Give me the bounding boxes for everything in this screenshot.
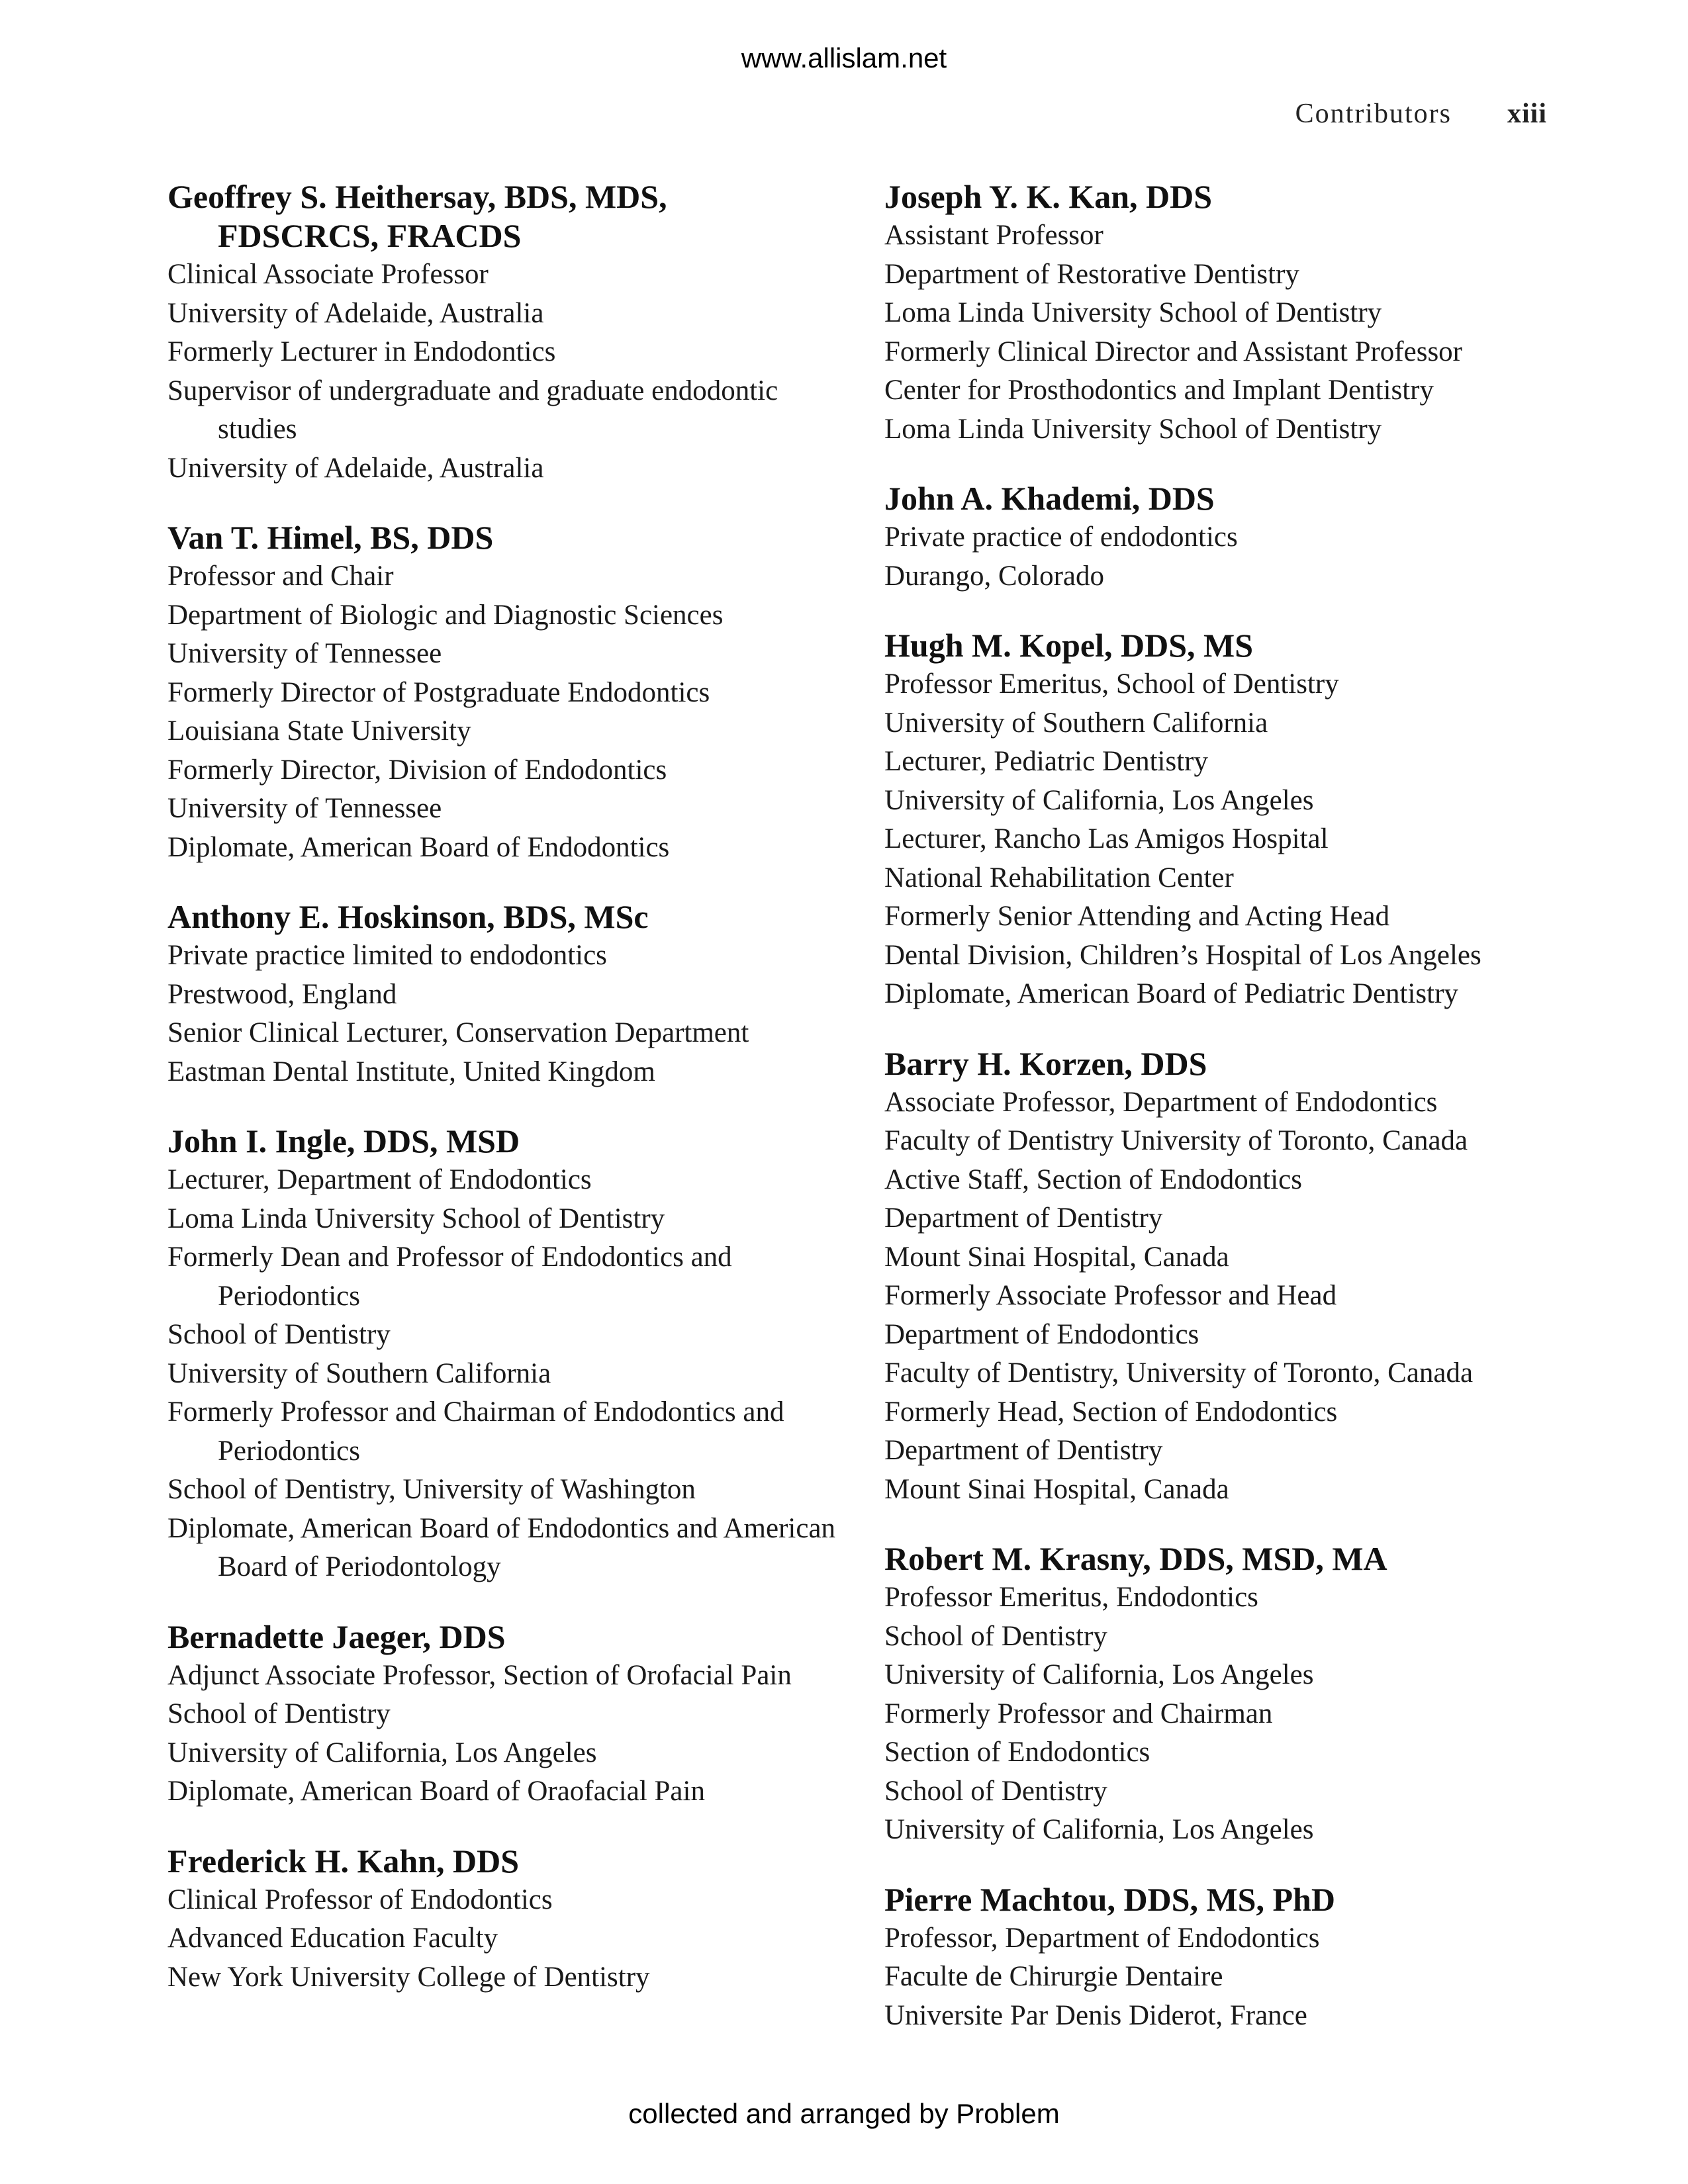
contributor-affiliation-line: New York University College of Dentistry xyxy=(167,1961,650,1993)
contributor-affiliation-line: Senior Clinical Lecturer, Conservation Department xyxy=(167,1017,749,1048)
contributor-affiliation-line: Faculty of Dentistry University of Toronto, Canada xyxy=(884,1125,1468,1156)
contributor-entry xyxy=(167,1617,836,1811)
contributor-affiliation-line: University of Southern California xyxy=(884,707,1268,739)
contributor-affiliation-line: University of Tennessee xyxy=(167,638,442,669)
contributor-entry xyxy=(167,518,836,867)
contributor-affiliation-line: Private practice limited to endodontics xyxy=(167,940,607,971)
contributor-affiliation-line: Associate Professor, Department of Endodontics xyxy=(884,1086,1438,1118)
contributor-affiliation-line: Active Staff, Section of Endodontics xyxy=(884,1163,1302,1195)
contributor-affiliation-line: Eastman Dental Institute, United Kingdom xyxy=(167,1056,655,1087)
contributor-affiliation-line: University of Tennessee xyxy=(167,793,442,824)
contributor-affiliation-line: Mount Sinai Hospital, Canada xyxy=(884,1473,1229,1505)
contributor-affiliation-line: Private practice of endodontics xyxy=(884,522,1238,553)
page-number: xiii xyxy=(1507,99,1547,129)
contributor-affiliation-line: Diplomate, American Board of Pediatric Dentistry xyxy=(884,978,1458,1009)
contributor-affiliation-line: School of Dentistry xyxy=(167,1698,391,1729)
contributor-affiliation-line: Durango, Colorado xyxy=(884,560,1104,592)
watermark-top: www.allislam.net xyxy=(741,42,947,73)
contributor-affiliation-line: Formerly Dean and Professor of Endodontics and Periodontics xyxy=(167,1242,732,1312)
contributor-name: Bernadette Jaeger, DDS xyxy=(167,1617,506,1655)
contributor-affiliation-line: School of Dentistry xyxy=(167,1319,391,1350)
contributor-affiliation-line: Diplomate, American Board of Oraofacial Pain xyxy=(167,1776,705,1807)
contributor-affiliation-line: Lecturer, Department of Endodontics xyxy=(167,1164,592,1195)
contributor-affiliation-line: Center for Prosthodontics and Implant Dentistry xyxy=(884,375,1434,406)
contributor-affiliation-line: University of Southern California xyxy=(167,1357,551,1389)
running-head xyxy=(1295,98,1547,130)
contributor-affiliation-line: Formerly Senior Attending and Acting Head xyxy=(884,901,1390,932)
running-head-section: Contributors xyxy=(1295,99,1452,129)
contributor-name: Hugh M. Kopel, DDS, MS xyxy=(884,627,1254,664)
contributor-name: John A. Khademi, DDS xyxy=(884,480,1215,517)
contributor-entry xyxy=(167,1122,836,1587)
contributor-affiliation-line: University of California, Los Angeles xyxy=(884,784,1314,816)
contributor-name: Van T. Himel, BS, DDS xyxy=(167,519,494,556)
contributor-entry xyxy=(167,897,836,1091)
contributor-affiliation-line: National Rehabilitation Center xyxy=(884,862,1234,893)
contributor-name: Barry H. Korzen, DDS xyxy=(884,1044,1207,1082)
contributor-affiliation-line: Formerly Associate Professor and Head xyxy=(884,1280,1337,1311)
contributor-name: Pierre Machtou, DDS, MS, PhD xyxy=(884,1880,1335,1918)
contributor-entry xyxy=(884,1539,1546,1850)
contributor-affiliation-line: Professor Emeritus, School of Dentistry xyxy=(884,668,1339,700)
contributor-affiliation-line: Prestwood, England xyxy=(167,978,397,1010)
contributor-affiliation-line: Formerly Lecturer in Endodontics xyxy=(167,336,556,367)
contributor-affiliation-line: School of Dentistry xyxy=(884,1775,1107,1807)
contributor-affiliation-line: Professor, Department of Endodontics xyxy=(884,1922,1320,1954)
contributor-affiliation-line: University of Adelaide, Australia xyxy=(167,297,544,329)
contributor-affiliation-line: Lecturer, Rancho Las Amigos Hospital xyxy=(884,823,1329,854)
contributor-affiliation-line: Department of Dentistry xyxy=(884,1203,1163,1234)
contributor-affiliation-line: Louisiana State University xyxy=(167,715,471,747)
contributor-affiliation-line: University of California, Los Angeles xyxy=(167,1737,597,1768)
contributor-entry xyxy=(884,479,1546,596)
contributor-affiliation-line: Clinical Associate Professor xyxy=(167,259,489,290)
contributors-right-column xyxy=(884,177,1546,2066)
contributor-affiliation-line: Advanced Education Faculty xyxy=(167,1923,498,1954)
contributor-entry xyxy=(884,1880,1546,2036)
contributor-affiliation-line: School of Dentistry, University of Washington xyxy=(167,1474,696,1505)
contributor-name: Frederick H. Kahn, DDS xyxy=(167,1842,520,1880)
contributor-affiliation-line: Loma Linda University School of Dentistry xyxy=(167,1203,665,1234)
contributor-affiliation-line: Loma Linda University School of Dentistry xyxy=(884,297,1382,328)
contributor-name: Joseph Y. K. Kan, DDS xyxy=(884,178,1213,215)
contributor-affiliation-line: Clinical Professor of Endodontics xyxy=(167,1884,553,1915)
contributor-affiliation-line: Formerly Professor and Chairman xyxy=(884,1698,1273,1729)
contributor-name: Geoffrey S. Heithersay, BDS, MDS, FDSCRCS, FRACDS xyxy=(167,178,667,254)
contributor-affiliation-line: Section of Endodontics xyxy=(884,1737,1150,1768)
watermark-bottom: collected and arranged by Problem xyxy=(628,2098,1060,2129)
contributor-affiliation-line: Diplomate, American Board of Endodontics and American Board of Periodontology xyxy=(167,1512,836,1582)
contributor-affiliation-line: Supervisor of undergraduate and graduate endodontic studies xyxy=(167,375,778,445)
contributor-affiliation-line: University of California, Los Angeles xyxy=(884,1814,1314,1845)
contributor-affiliation-line: Professor Emeritus, Endodontics xyxy=(884,1582,1258,1613)
contributor-affiliation-line: Formerly Head, Section of Endodontics xyxy=(884,1396,1338,1428)
contributor-affiliation-line: Formerly Clinical Director and Assistant Professor xyxy=(884,336,1462,367)
contributor-name: John I. Ingle, DDS, MSD xyxy=(167,1122,520,1160)
contributor-affiliation-line: Faculte de Chirurgie Dentaire xyxy=(884,1961,1223,1992)
contributor-affiliation-line: Assistant Professor xyxy=(884,220,1103,251)
contributor-affiliation-line: Department of Biologic and Diagnostic Sciences xyxy=(167,599,724,631)
contributor-affiliation-line: Faculty of Dentistry, University of Toronto, Canada xyxy=(884,1357,1474,1388)
contributor-affiliation-line: Professor and Chair xyxy=(167,561,394,592)
contributor-affiliation-line: University of California, Los Angeles xyxy=(884,1659,1314,1690)
contributor-affiliation-line: Lecturer, Pediatric Dentistry xyxy=(884,746,1208,777)
contributor-entry xyxy=(884,1044,1546,1510)
contributor-affiliation-line: Mount Sinai Hospital, Canada xyxy=(884,1241,1229,1273)
contributor-affiliation-line: Formerly Director of Postgraduate Endodontics xyxy=(167,676,710,708)
contributor-entry xyxy=(884,626,1546,1014)
contributor-affiliation-line: Department of Restorative Dentistry xyxy=(884,258,1299,290)
contributor-affiliation-line: Department of Endodontics xyxy=(884,1318,1199,1350)
contributor-entry xyxy=(167,177,836,488)
contributor-affiliation-line: Adjunct Associate Professor, Section of Orofacial Pain xyxy=(167,1659,792,1691)
contributor-entry xyxy=(884,177,1546,449)
contributor-name: Anthony E. Hoskinson, BDS, MSc xyxy=(167,898,649,935)
contributor-affiliation-line: School of Dentistry xyxy=(884,1620,1107,1652)
contributor-affiliation-line: Formerly Professor and Chairman of Endodontics and Periodontics xyxy=(167,1396,784,1467)
contributor-affiliation-line: Diplomate, American Board of Endodontics xyxy=(167,831,670,863)
contributor-name: Robert M. Krasny, DDS, MSD, MA xyxy=(884,1540,1387,1577)
contributor-affiliation-line: University of Adelaide, Australia xyxy=(167,452,544,484)
contributors-left-column xyxy=(167,177,836,2027)
contributor-affiliation-line: Department of Dentistry xyxy=(884,1435,1163,1466)
contributor-affiliation-line: Formerly Director, Division of Endodontics xyxy=(167,754,667,786)
contributor-affiliation-line: Universite Par Denis Diderot, France xyxy=(884,1999,1307,2031)
contributor-entry xyxy=(167,1842,836,1997)
contributor-affiliation-line: Dental Division, Children’s Hospital of Los Angeles xyxy=(884,939,1481,971)
contributor-affiliation-line: Loma Linda University School of Dentistry xyxy=(884,413,1382,445)
